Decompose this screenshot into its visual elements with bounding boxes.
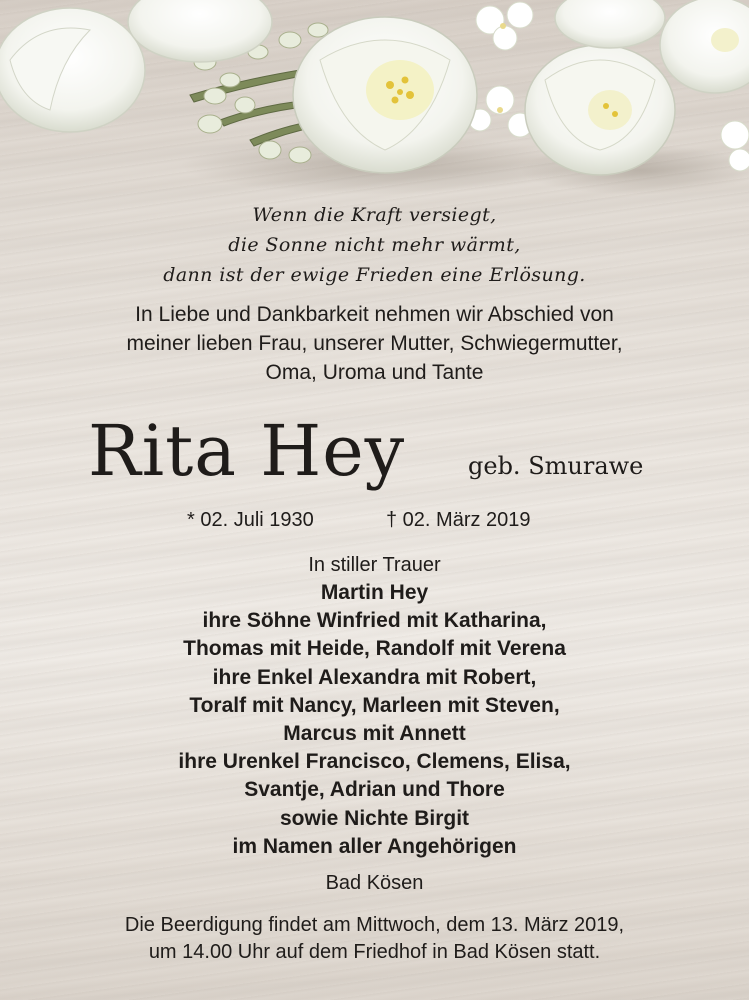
poem-line: dann ist der ewige Frieden eine Erlösung. bbox=[163, 264, 586, 286]
mourner-line: Martin Hey bbox=[320, 581, 429, 604]
intro-line: Oma, Uroma und Tante bbox=[265, 361, 484, 384]
mourners-list bbox=[0, 579, 749, 861]
funeral-line: um 14.00 Uhr auf dem Friedhof in Bad Kösen statt. bbox=[148, 941, 601, 963]
birth-date: * 02. Juli 1930 bbox=[187, 509, 314, 531]
poem-line: die Sonne nicht mehr wärmt, bbox=[228, 234, 521, 256]
mourner-line: ihre Urenkel Francisco, Clemens, Elisa, bbox=[178, 750, 571, 774]
poem bbox=[0, 200, 749, 290]
mourner-line: sowie Nichte Birgit bbox=[279, 806, 470, 830]
death-date: † 02. März 2019 bbox=[386, 509, 531, 531]
location: Bad Kösen bbox=[325, 872, 424, 894]
birth-name: geb. Smurawe bbox=[468, 452, 644, 480]
life-dates bbox=[0, 505, 749, 535]
mourner-line: ihre Söhne Winfried mit Katharina, bbox=[202, 609, 547, 633]
mourner-line: ihre Enkel Alexandra mit Robert, bbox=[212, 665, 537, 689]
funeral-info bbox=[0, 912, 749, 966]
intro-line: In Liebe und Dankbarkeit nehmen wir Abschied von bbox=[135, 303, 614, 326]
intro-line: meiner lieben Frau, unserer Mutter, Schwiegermutter, bbox=[126, 332, 623, 355]
mourner-line: Svantje, Adrian und Thore bbox=[244, 778, 505, 802]
mourner-line: im Namen aller Angehörigen bbox=[232, 834, 517, 858]
mourning-label: In stiller Trauer bbox=[308, 554, 441, 576]
deceased-name: Rita Hey bbox=[88, 410, 406, 492]
mourner-line: Toralf mit Nancy, Marleen mit Steven, bbox=[189, 693, 560, 717]
mourner-line: Thomas mit Heide, Randolf mit Verena bbox=[183, 637, 566, 661]
white-tulips-photo bbox=[0, 0, 749, 195]
mourner-line: Marcus mit Annett bbox=[283, 722, 466, 746]
funeral-line: Die Beerdigung findet am Mittwoch, dem 13. März 2019, bbox=[124, 914, 625, 936]
deceased-name-block bbox=[0, 408, 749, 503]
farewell-intro bbox=[0, 300, 749, 387]
poem-line: Wenn die Kraft versiegt, bbox=[252, 204, 497, 226]
